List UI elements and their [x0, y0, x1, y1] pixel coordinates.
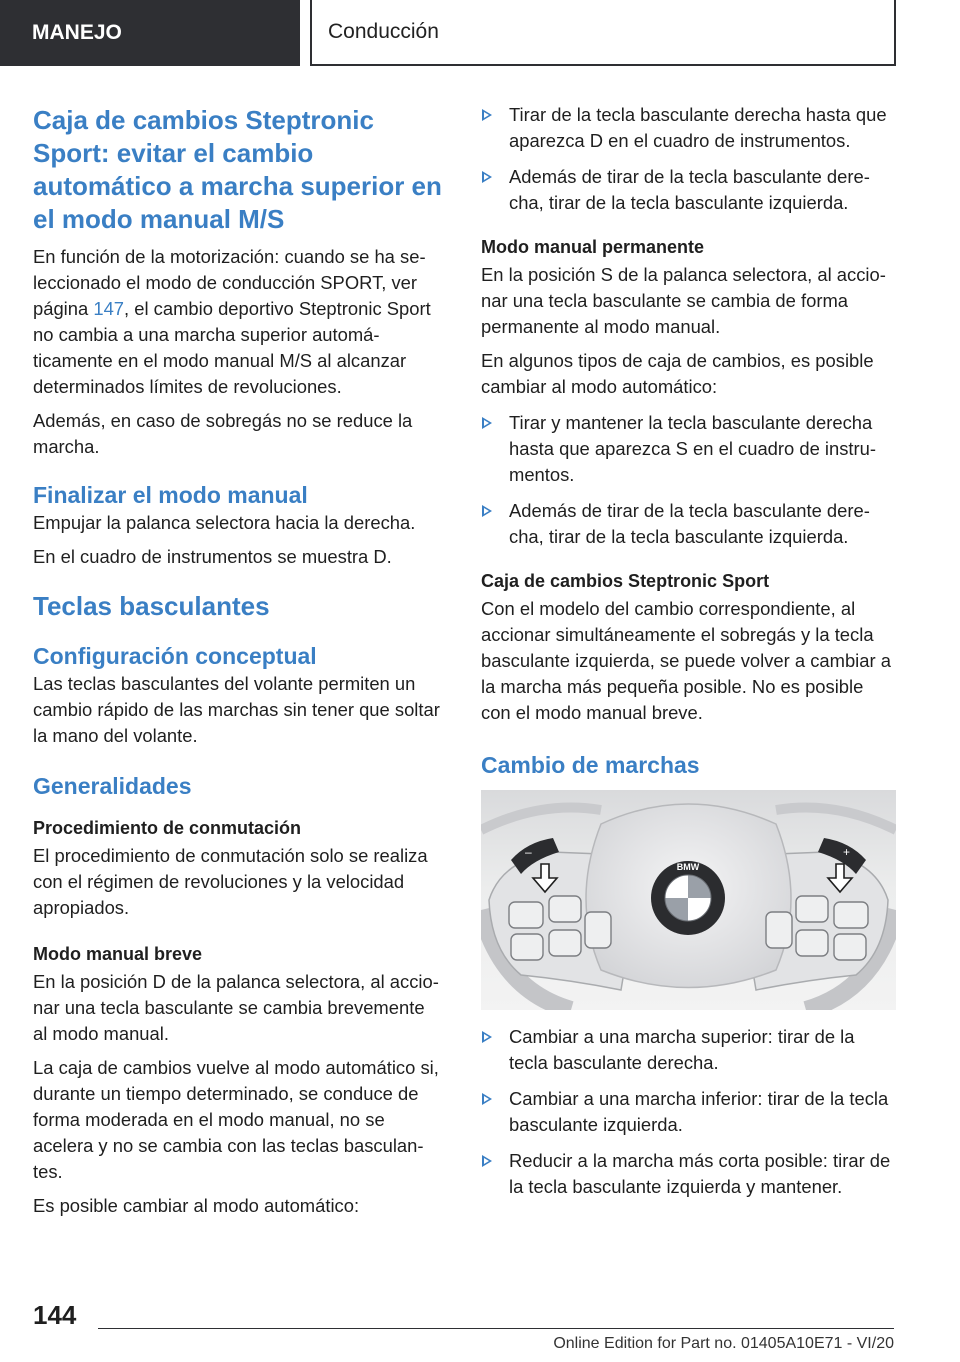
paddle-minus-label: –: [525, 845, 532, 859]
right-column: [481, 102, 896, 1210]
triangle-bullet-icon: [482, 1093, 492, 1105]
subheading-procedimiento: Procedimiento de conmutación: [33, 818, 302, 838]
text-segment: , el cambio deportivo Steptronic Sport no cambia a una marcha superior automáticamente en el modo manual M/S al alcanzar determinados límites de revoluciones.: [33, 298, 431, 397]
header-section-tab: [0, 0, 300, 66]
subheading-breve: Modo manual breve: [33, 944, 203, 964]
paragraph-permanente-2: En algunos tipos de caja de cambios, es posible cambiar al modo automático:: [481, 350, 874, 397]
list-item: [481, 1148, 896, 1200]
list-auto-2: [481, 410, 896, 550]
list-item-text: Además de tirar de la tecla basculante derecha, tirar de la tecla basculante izquierda.: [509, 500, 870, 547]
subheading-steptronic-sport: Caja de cambios Steptronic Sport: [481, 571, 770, 591]
triangle-bullet-icon: [482, 1155, 492, 1167]
list-auto-1: [481, 102, 896, 216]
list-item: [481, 1024, 896, 1076]
list-item: [481, 164, 896, 216]
bmw-logo-icon: [651, 861, 725, 935]
page-number: 144: [33, 1300, 77, 1330]
bmw-logo-text: BMW: [676, 862, 700, 872]
list-item-text: Reducir a la marcha más corta posible: tirar de la tecla basculante izquierda y mantener.: [509, 1150, 891, 1197]
list-item: [481, 1086, 896, 1138]
heading-cambio: Cambio de marchas: [481, 752, 700, 778]
paragraph-steptronic-sport: Con el modelo del cambio correspondiente, al accionar simultáneamente el sobregás y la tecla basculante izquierda, se puede volver a cambiar a la marcha más pequeña posible. No es posible con el modo manual breve.: [481, 598, 891, 723]
list-item-text: Cambiar a una marcha superior: tirar de la tecla basculante derecha.: [509, 1026, 855, 1073]
paragraph-breve-3: Es posible cambiar al modo automático:: [33, 1195, 360, 1216]
list-item-text: Además de tirar de la tecla basculante derecha, tirar de la tecla basculante izquierda.: [509, 166, 870, 213]
heading-generalidades: Generalidades: [33, 773, 192, 799]
paragraph-finalizar-1: Empujar la palanca selectora hacia la derecha.: [33, 512, 416, 533]
paragraph-permanente-1: En la posición S de la palanca selectora, al accionar una tecla basculante se cambia de forma permanente al modo manual.: [481, 264, 886, 337]
list-item-text: Tirar y mantener la tecla basculante derecha hasta que aparezca S en el cuadro de instrumentos.: [509, 412, 877, 485]
triangle-bullet-icon: [482, 505, 492, 517]
paragraph-config: Las teclas basculantes del volante permiten un cambio rápido de las marchas sin tener que soltar la mano del volante.: [33, 673, 440, 746]
paragraph-procedimiento: El procedimiento de conmutación solo se realiza con el régimen de revoluciones y la velocidad apropiados.: [33, 845, 428, 918]
paragraph-steptronic-1: [33, 244, 443, 400]
heading-finalizar: Finalizar el modo manual: [33, 482, 308, 508]
text-segment: En función de la motorización: cuando se ha seleccionado el modo de conducción SPORT, ver página: [33, 246, 426, 319]
paragraph-finalizar-2: En el cuadro de instrumentos se muestra D.: [33, 546, 392, 567]
left-column: [33, 104, 443, 1227]
list-cambio: [481, 1024, 896, 1200]
footer-divider: [98, 1328, 894, 1329]
list-item: [481, 410, 896, 488]
section-title: MANEJO: [32, 21, 122, 44]
list-item-text: Tirar de la tecla basculante derecha hasta que aparezca D en el cuadro de instrumentos.: [509, 104, 887, 151]
list-item-text: Cambiar a una marcha inferior: tirar de la tecla basculante izquierda.: [509, 1088, 889, 1135]
triangle-bullet-icon: [482, 109, 492, 121]
triangle-bullet-icon: [482, 1031, 492, 1043]
footer-edition: Online Edition for Part no. 01405A10E71 - VI/20: [553, 1335, 894, 1352]
paragraph-breve-1: En la posición D de la palanca selectora, al accionar una tecla basculante se cambia brevemente al modo manual.: [33, 971, 439, 1044]
steering-wheel-illustration: [481, 790, 896, 1010]
steering-wheel-svg: [481, 790, 896, 1010]
triangle-bullet-icon: [482, 417, 492, 429]
heading-steptronic-sport: Caja de cambios Steptronic Sport: evitar el cambio automático a marcha superior en el modo manual M/S: [33, 105, 442, 234]
paragraph-steptronic-2: Además, en caso de sobregás no se reduce la marcha.: [33, 410, 413, 457]
header-chapter-box: [310, 0, 896, 66]
page-link-147[interactable]: 147: [93, 298, 125, 319]
heading-teclas: Teclas basculantes: [33, 591, 270, 621]
paddle-plus-label: +: [843, 845, 851, 859]
list-item: [481, 102, 896, 154]
chapter-title: Conducción: [328, 20, 439, 43]
paragraph-breve-2: La caja de cambios vuelve al modo automático si, durante un tiempo determinado, se conduce de forma moderada en el modo manual, no se acelera y no se cambia con las teclas basculantes.: [33, 1057, 439, 1182]
triangle-bullet-icon: [482, 171, 492, 183]
subheading-permanente: Modo manual permanente: [481, 237, 705, 257]
heading-config: Configuración conceptual: [33, 643, 317, 669]
list-item: [481, 498, 896, 550]
